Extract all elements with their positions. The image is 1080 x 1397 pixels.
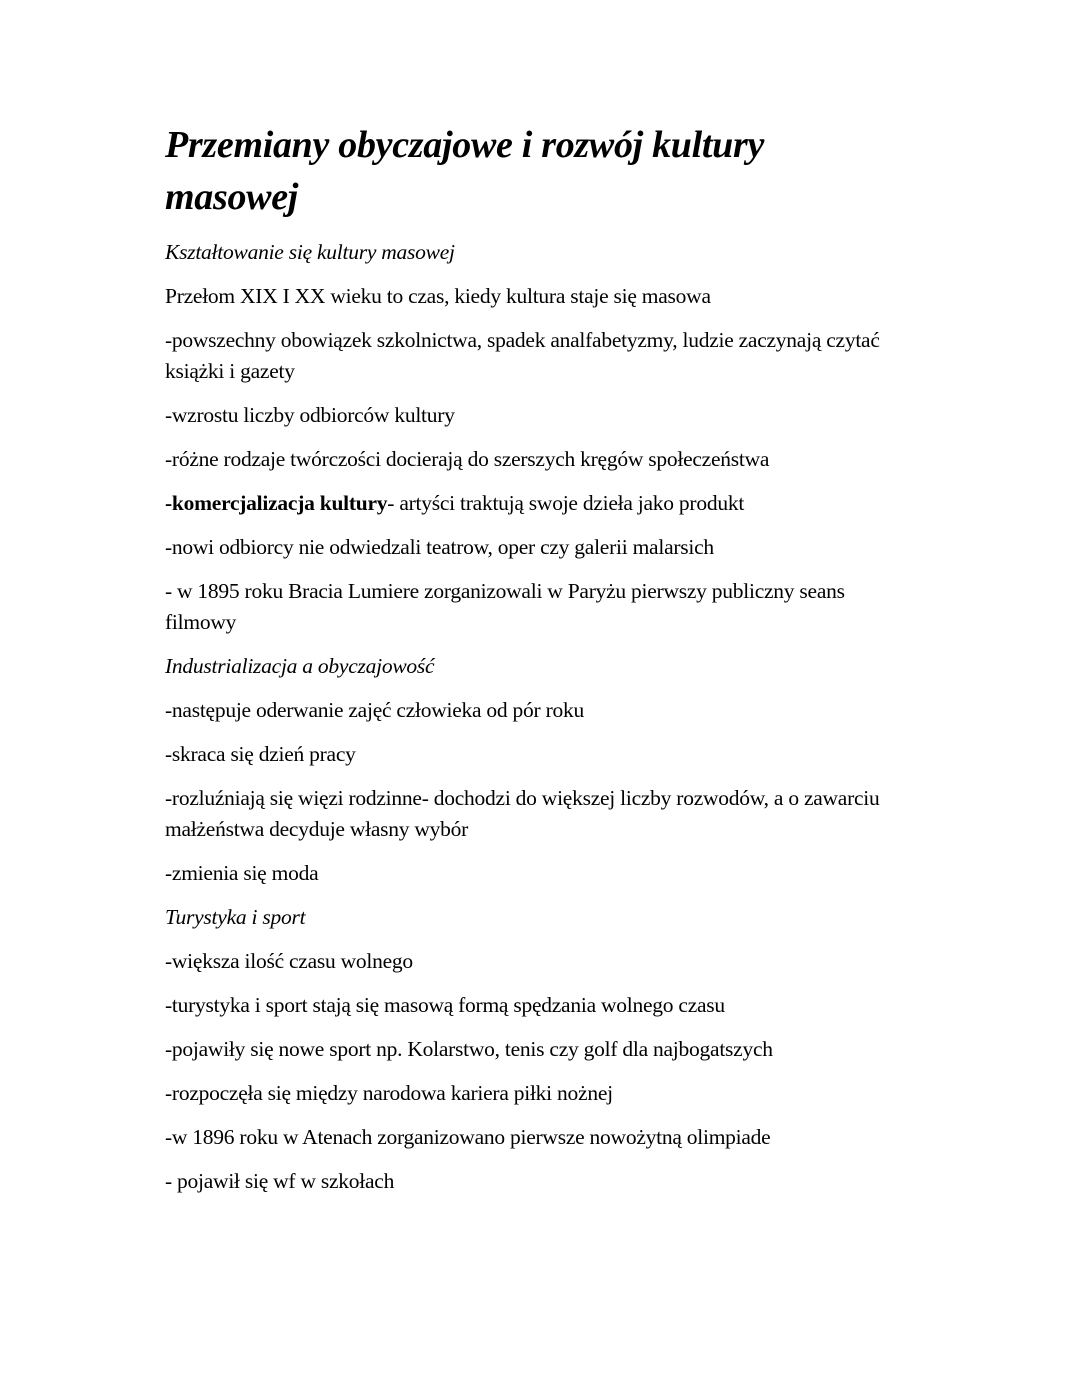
section-heading: Turystyka i sport [165,905,306,929]
bold-term: -komercjalizacja kultury [165,491,388,515]
document-page [165,119,905,1210]
paragraph: -nowi odbiorcy nie odwiedzali teatrow, oper czy galerii malarsich [165,535,714,559]
paragraph: - w 1895 roku Bracia Lumiere zorganizowali w Paryżu pierwszy publiczny seans filmowy [165,579,845,634]
paragraph: -skraca się dzień pracy [165,742,356,766]
paragraph: Przełom XIX I XX wieku to czas, kiedy kultura staje się masowa [165,284,711,308]
paragraph: - pojawił się wf w szkołach [165,1169,395,1193]
paragraph: -następuje oderwanie zajęć człowieka od pór roku [165,698,584,722]
paragraph: -rozluźniają się więzi rodzinne- dochodzi do większej liczby rozwodów, a o zawarciu małżeństwa decyduje własny wybór [165,786,880,841]
section-heading: Kształtowanie się kultury masowej [165,240,455,264]
paragraph-rest: - artyści traktują swoje dzieła jako produkt [387,491,745,515]
paragraph: -powszechny obowiązek szkolnictwa, spadek analfabetyzmy, ludzie zaczynają czytać książki i gazety [165,328,880,383]
paragraph: -różne rodzaje twórczości docierają do szerszych kręgów społeczeństwa [165,447,770,471]
paragraph [165,488,905,519]
paragraph: -w 1896 roku w Atenach zorganizowano pierwsze nowożytną olimpiade [165,1125,771,1149]
paragraph: -zmienia się moda [165,861,319,885]
document-title: Przemiany obyczajowe i rozwój kultury masowej [165,124,765,218]
paragraph: -wzrostu liczby odbiorców kultury [165,403,455,427]
paragraph: -rozpoczęła się między narodowa kariera piłki nożnej [165,1081,613,1105]
section-heading: Industrializacja a obyczajowość [165,654,435,678]
paragraph: -większa ilość czasu wolnego [165,949,413,973]
paragraph: -turystyka i sport stają się masową formą spędzania wolnego czasu [165,993,725,1017]
paragraph: -pojawiły się nowe sport np. Kolarstwo, tenis czy golf dla najbogatszych [165,1037,773,1061]
